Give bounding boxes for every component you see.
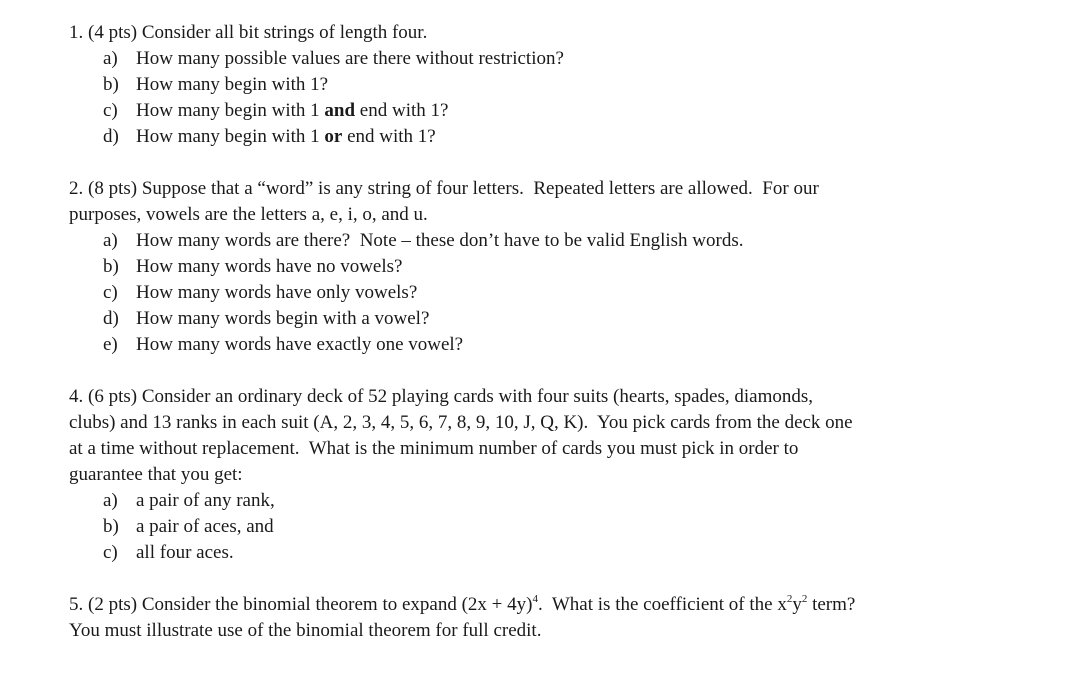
question-1-stem: 1. (4 pts) Consider all bit strings of length four. [69,22,428,43]
question-4-part-b [103,514,1009,540]
part-text: How many begin with 1? [136,74,329,95]
part-letter: c) [103,282,118,303]
q5-text-b: . What is the coefficient of the x [537,594,787,615]
question-1-part-a [103,46,1009,72]
part-text-post: end with 1? [355,100,449,121]
part-text-pre: How many begin with 1 [136,126,325,147]
part-text: How many words are there? Note – these don’t have to be valid English words. [136,230,744,251]
part-text: How many words have only vowels? [136,282,418,303]
worksheet [69,20,1009,644]
part-text: How many words begin with a vowel? [136,308,430,329]
q5-exponent-y: 2 [801,593,808,605]
question-2-part-e [103,332,1009,358]
question-2-stem-line-2: purposes, vowels are the letters a, e, i, o, and u. [69,204,428,225]
part-letter: a) [103,490,118,511]
part-text-pre: How many begin with 1 [136,100,325,121]
question-4 [69,384,1009,566]
part-letter: a) [103,48,118,69]
part-letter: c) [103,100,118,121]
part-letter: c) [103,542,118,563]
part-letter: a) [103,230,118,251]
q5-text-c: y [792,594,802,615]
question-4-stem-line-1: 4. (6 pts) Consider an ordinary deck of 52 playing cards with four suits (hearts, spades, diamonds, [69,386,814,407]
question-4-part-c [103,540,1009,566]
part-letter: b) [103,74,119,95]
question-2 [69,176,1009,358]
part-letter: d) [103,126,119,147]
question-4-stem-line-2: clubs) and 13 ranks in each suit (A, 2, 3, 4, 5, 6, 7, 8, 9, 10, J, Q, K). You pick cards from the deck one [69,412,853,433]
part-text: How many possible values are there without restriction? [136,48,564,69]
part-text: a pair of any rank, [136,490,275,511]
question-5-stem-line-2: You must illustrate use of the binomial theorem for full credit. [69,620,542,641]
part-text: all four aces. [136,542,234,563]
question-2-parts [69,228,1009,358]
q5-exponent-4: 4 [532,593,538,605]
question-1-part-b [103,72,1009,98]
question-5-stem-line-1 [69,592,1009,618]
question-4-parts [69,488,1009,566]
part-letter: b) [103,516,119,537]
q5-text-a: 5. (2 pts) Consider the binomial theorem to expand (2x + 4y) [69,594,533,615]
question-2-stem-line-1: 2. (8 pts) Suppose that a “word” is any string of four letters. Repeated letters are allowed. For our [69,178,819,199]
question-2-part-c [103,280,1009,306]
part-text: How many words have no vowels? [136,256,403,277]
q5-text-d: term? [807,594,856,615]
part-letter: d) [103,308,119,329]
question-4-stem-line-3: at a time without replacement. What is the minimum number of cards you must pick in order to [69,438,799,459]
q5-exponent-x: 2 [786,593,793,605]
question-4-stem-line-4: guarantee that you get: [69,464,243,485]
part-text: a pair of aces, and [136,516,274,537]
part-letter: b) [103,256,119,277]
part-text-post: end with 1? [342,126,436,147]
question-5 [69,592,1009,644]
part-text [136,124,436,150]
question-4-part-a [103,488,1009,514]
question-1-part-d [103,124,1009,150]
part-text-bold: and [324,100,356,121]
part-letter: e) [103,334,118,355]
part-text: How many words have exactly one vowel? [136,334,464,355]
question-1 [69,20,1009,150]
question-2-part-b [103,254,1009,280]
part-text [136,98,448,124]
question-2-part-d [103,306,1009,332]
question-1-part-c [103,98,1009,124]
question-1-parts [69,46,1009,150]
part-text-bold: or [324,126,343,147]
question-2-part-a [103,228,1009,254]
